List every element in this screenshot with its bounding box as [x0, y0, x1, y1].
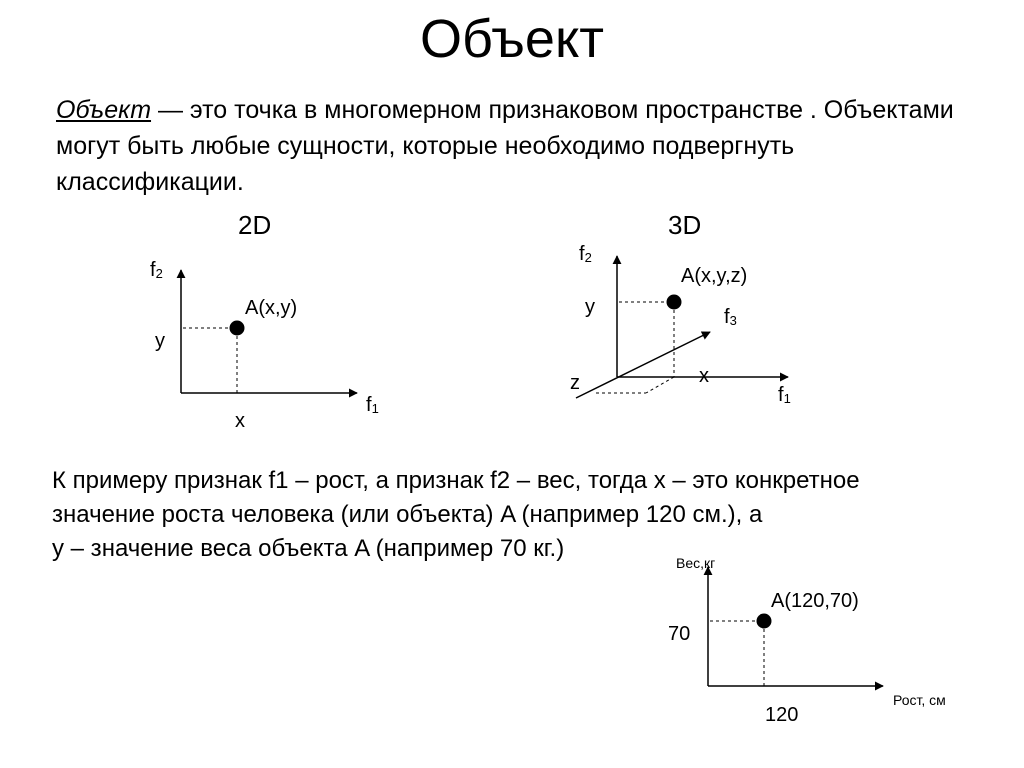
- x-value-example: 120: [765, 704, 799, 726]
- point-label-example: A(120,70): [771, 590, 859, 612]
- diagram-3d: [570, 243, 791, 406]
- z-axis-label-3d: f3: [724, 306, 737, 328]
- y-tick-3d: y: [585, 296, 595, 318]
- diagram-example: [668, 555, 946, 726]
- z-axis-3d: [576, 332, 710, 398]
- definition-term: Объект: [56, 96, 152, 124]
- z-tick-3d: z: [570, 372, 580, 394]
- point-label-3d: A(x,y,z): [681, 265, 748, 287]
- y-axis-label-2d: f2: [150, 259, 163, 281]
- point-a-2d: [230, 321, 245, 336]
- point-label-2d: A(x,y): [245, 297, 298, 319]
- x-axis-label-example: Рост, см: [893, 692, 946, 708]
- heading-3d: 3D: [668, 210, 702, 240]
- point-a-example: [757, 614, 772, 629]
- y-axis-label-3d: f2: [579, 243, 592, 265]
- example-text: [52, 464, 1017, 566]
- diagram-2d: [150, 259, 379, 432]
- y-value-example: 70: [668, 623, 691, 645]
- x-axis-label-2d: f1: [366, 394, 379, 416]
- example-line-3: y – значение веса объекта A (например 70 кг.): [52, 535, 565, 562]
- example-line-1: К примеру признак f1 – рост, а признак f2 – вес, тогда x – это конкретное: [52, 467, 860, 494]
- example-line-2: значение роста человека (или объекта) A (например 120 см.), а: [52, 501, 763, 528]
- guide-z-3d: [646, 377, 674, 393]
- slide-title: Объект: [420, 9, 604, 69]
- y-tick-2d: y: [155, 330, 165, 352]
- point-a-3d: [667, 295, 682, 310]
- y-axis-label-example: Вес,кг: [676, 555, 716, 571]
- x-axis-label-3d: f1: [778, 384, 791, 406]
- heading-2d: 2D: [238, 210, 272, 240]
- x-tick-2d: x: [235, 410, 245, 432]
- definition-body: — это точка в многомерном признаковом пространстве . Объектами могут быть любые сущности, которые необходимо подвергнуть классификации.: [56, 96, 954, 196]
- x-tick-3d: x: [699, 365, 709, 387]
